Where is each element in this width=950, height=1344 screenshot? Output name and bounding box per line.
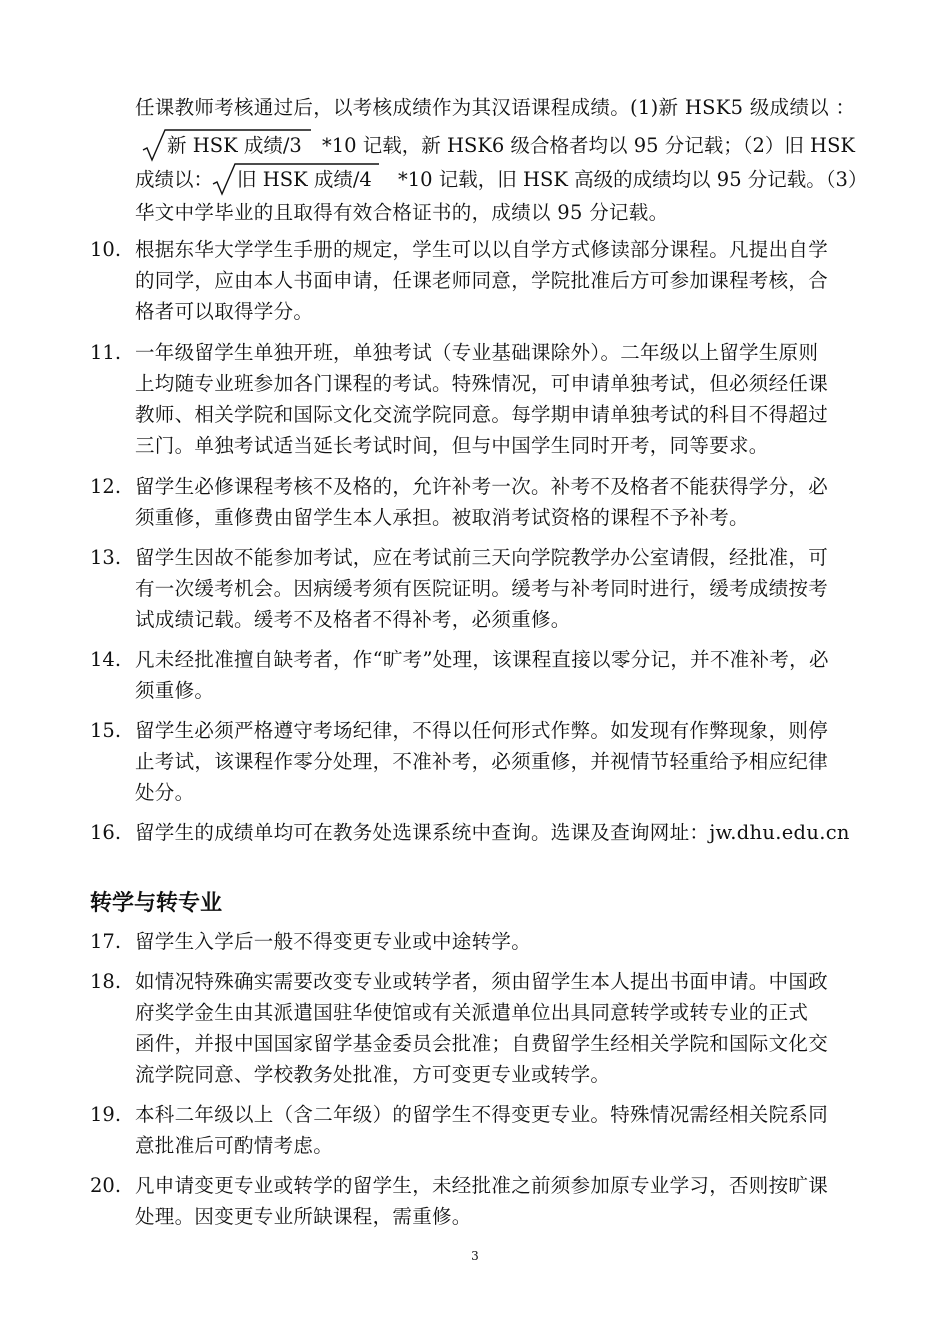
item-18-line: 府奖学金生由其派遣国驻华使馆或有关派遣单位出具同意转学或转专业的正式 xyxy=(135,1001,809,1024)
item-15-line: 处分。 xyxy=(135,781,195,804)
item-19-line: 意批准后可酌情考虑。 xyxy=(135,1134,334,1157)
item-10-line: 格者可以取得学分。 xyxy=(135,300,314,323)
item-13-line: 有一次缓考机会。因病缓考须有医院证明。缓考与补考同时进行，缓考成绩按考 xyxy=(135,577,829,600)
item-11-line: 教师、相关学院和国际文化交流学院同意。每学期申请单独考试的科目不得超过 xyxy=(135,403,829,426)
item-number: 10. xyxy=(90,238,122,261)
radical-2-content: 旧 HSK 成绩/4 xyxy=(237,168,372,191)
radical-1 xyxy=(143,128,313,162)
item-11-line: 三门。单独考试适当延长考试时间，但与中国学生同时开考，同等要求。 xyxy=(135,434,769,457)
item-20-line: 凡申请变更专业或转学的留学生，未经批准之前须参加原专业学习，否则按旷课 xyxy=(135,1174,829,1197)
item-18-line: 如情况特殊确实需要改变专业或转学者，须由留学生本人提出书面申请。中国政 xyxy=(135,970,829,993)
item-number: 11. xyxy=(90,341,122,364)
item-12-line: 留学生必修课程考核不及格的，允许补考一次。补考不及格者不能获得学分，必 xyxy=(135,475,829,498)
radical-1-content: 新 HSK 成绩/3 xyxy=(167,134,302,157)
item-14-line: 凡未经批准擅自缺考者，作“旷考”处理，该课程直接以零分记，并不准补考，必 xyxy=(135,648,829,671)
radical-2 xyxy=(213,162,383,196)
item-14-line: 须重修。 xyxy=(135,679,215,702)
item-19-line: 本科二年级以上（含二年级）的留学生不得变更专业。特殊情况需经相关院系同 xyxy=(135,1103,829,1126)
intro-line-4: 华文中学毕业的且取得有效合格证书的，成绩以 95 分记载。 xyxy=(135,201,669,224)
item-11-line: 一年级留学生单独开班，单独考试（专业基础课除外）。二年级以上留学生原则 xyxy=(135,341,819,364)
item-number: 18. xyxy=(90,970,122,993)
item-17-line: 留学生入学后一般不得变更专业或中途转学。 xyxy=(135,930,532,953)
item-13-line: 留学生因故不能参加考试，应在考试前三天向学院教学办公室请假，经批准，可 xyxy=(135,546,829,569)
intro-line-3-rest: *10 记载，旧 HSK 高级的成绩均以 95 分记载。（3） xyxy=(398,168,868,191)
item-12-line: 须重修，重修费由留学生本人承担。被取消考试资格的课程不予补考。 xyxy=(135,506,749,529)
item-number: 20. xyxy=(90,1174,122,1197)
item-number: 15. xyxy=(90,719,122,742)
item-20-line: 处理。因变更专业所缺课程，需重修。 xyxy=(135,1205,472,1228)
item-number: 17. xyxy=(90,930,122,953)
item-15-line: 止考试，该课程作零分处理，不准补考，必须重修，并视情节轻重给予相应纪律 xyxy=(135,750,829,773)
page-number: 3 xyxy=(471,1249,479,1263)
item-10-line: 的同学，应由本人书面申请，任课老师同意，学院批准后方可参加课程考核，合 xyxy=(135,269,829,292)
item-number: 19. xyxy=(90,1103,122,1126)
item-number: 14. xyxy=(90,648,122,671)
item-number: 16. xyxy=(90,821,122,844)
item-number: 13. xyxy=(90,546,122,569)
item-11-line: 上均随专业班参加各门课程的考试。特殊情况，可申请单独考试，但必须经任课 xyxy=(135,372,829,395)
item-13-line: 试成绩记载。缓考不及格者不得补考，必须重修。 xyxy=(135,608,571,631)
item-18-line: 流学院同意、学校教务处批准，方可变更专业或转学。 xyxy=(135,1063,611,1086)
intro-line-1: 任课教师考核通过后，以考核成绩作为其汉语课程成绩。(1)新 HSK5 级成绩以 ： xyxy=(135,96,856,119)
item-number: 12. xyxy=(90,475,122,498)
item-16-line: 留学生的成绩单均可在教务处选课系统中查询。选课及查询网址：jw.dhu.edu.cn xyxy=(135,821,850,844)
item-15-line: 留学生必须严格遵守考场纪律，不得以任何形式作弊。如发现有作弊现象，则停 xyxy=(135,719,829,742)
intro-line-2-rest: *10 记载，新 HSK6 级合格者均以 95 分记载；（2）旧 HSK xyxy=(322,134,855,157)
intro-line-3-start: 成绩以： xyxy=(135,168,214,191)
section-heading: 转学与转专业 xyxy=(90,891,223,916)
item-18-line: 函件，并报中国国家留学基金委员会批准；自费留学生经相关学院和国际文化交 xyxy=(135,1032,829,1055)
item-10-line: 根据东华大学学生手册的规定，学生可以以自学方式修读部分课程。凡提出自学 xyxy=(135,238,829,261)
